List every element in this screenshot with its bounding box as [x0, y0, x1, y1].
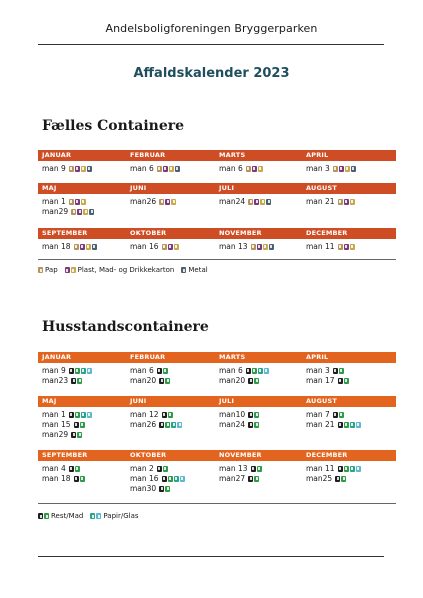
- waste-type-icons: [69, 368, 92, 374]
- plast-icon: [75, 199, 80, 205]
- rest-icon: [254, 476, 259, 482]
- rest-icon: [335, 476, 340, 482]
- rest-icon: [246, 368, 251, 374]
- waste-type-icons: [338, 244, 355, 250]
- waste-type-icons: [157, 368, 168, 374]
- rest-icon: [168, 476, 173, 482]
- pickup-date: man10: [219, 410, 246, 419]
- papir-icon: [350, 422, 355, 428]
- rest-icon: [74, 422, 79, 428]
- rest-icon: [333, 368, 338, 374]
- plast-icon: [344, 244, 349, 250]
- month-band: [38, 352, 396, 363]
- section-title-husstand: Husstandscontainere: [42, 319, 209, 335]
- waste-type-icons: [248, 412, 259, 418]
- month-label-marts: MARTS: [219, 151, 246, 159]
- plast-icon: [350, 199, 355, 205]
- papir-icon: [96, 513, 101, 519]
- rest-icon: [80, 476, 85, 482]
- pap-icon: [38, 267, 43, 273]
- rest-icon: [344, 378, 349, 384]
- pickup-date: man 11: [306, 464, 335, 473]
- pickup-date-row: [306, 366, 344, 376]
- waste-type-icons: [162, 412, 173, 418]
- rest-icon: [75, 466, 80, 472]
- month-label-juli: JULI: [219, 397, 235, 405]
- legend-label: Pap: [45, 266, 58, 274]
- pickup-date: man 18: [42, 242, 71, 251]
- rest-icon: [165, 422, 170, 428]
- pickup-date-row: [306, 410, 344, 420]
- papir-icon: [356, 422, 361, 428]
- pap-icon: [251, 244, 256, 250]
- plast-icon: [252, 166, 257, 172]
- papir-icon: [180, 476, 185, 482]
- pickup-date-row: [219, 420, 259, 430]
- rest-icon: [168, 412, 173, 418]
- pap-icon: [71, 209, 76, 215]
- waste-type-icons: [246, 368, 269, 374]
- papir-icon: [171, 422, 176, 428]
- papir-icon: [350, 466, 355, 472]
- pickup-date: man23: [42, 376, 69, 385]
- pickup-date-row: [219, 164, 263, 174]
- month-label-september: SEPTEMBER: [42, 451, 88, 459]
- plast-icon: [83, 209, 88, 215]
- rest-icon: [165, 378, 170, 384]
- rest-icon: [159, 486, 164, 492]
- pickup-date: man 13: [219, 464, 248, 473]
- month-label-februar: FEBRUAR: [130, 151, 166, 159]
- pickup-date-row: [219, 376, 259, 386]
- pickup-date: man 1: [42, 410, 66, 419]
- month-label-oktober: OKTOBER: [130, 451, 167, 459]
- plast-icon: [163, 166, 168, 172]
- rest-icon: [80, 422, 85, 428]
- rest-icon: [77, 378, 82, 384]
- pickup-date-row: [130, 366, 168, 376]
- month-label-april: APRIL: [306, 353, 329, 361]
- waste-type-icons: [71, 432, 82, 438]
- plast-icon: [171, 199, 176, 205]
- plast-icon: [75, 166, 80, 172]
- pap-icon: [157, 166, 162, 172]
- month-band: [38, 450, 396, 461]
- rest-icon: [69, 412, 74, 418]
- pickup-date-row: [219, 410, 259, 420]
- papir-icon: [258, 368, 263, 374]
- waste-type-icons: [248, 422, 259, 428]
- pickup-date-row: [130, 164, 180, 174]
- month-label-juni: JUNI: [130, 184, 147, 192]
- month-label-januar: JANUAR: [42, 151, 72, 159]
- papir-icon: [264, 368, 269, 374]
- waste-type-icons: [69, 412, 92, 418]
- plast-icon: [263, 244, 268, 250]
- legend-item: [90, 512, 138, 520]
- rest-icon: [159, 378, 164, 384]
- month-band: [38, 183, 396, 194]
- month-label-maj: MAJ: [42, 184, 57, 192]
- month-label-september: SEPTEMBER: [42, 229, 88, 237]
- waste-type-icons: [159, 378, 170, 384]
- plast-icon: [169, 166, 174, 172]
- waste-type-icons: [74, 476, 85, 482]
- pickup-date-row: [42, 420, 85, 430]
- pickup-date-row: [306, 164, 356, 174]
- pickup-date: man 21: [306, 420, 335, 429]
- pickup-date: man 21: [306, 197, 335, 206]
- pickup-date: man 16: [130, 474, 159, 483]
- pickup-date: man24: [219, 197, 246, 206]
- waste-type-icons: [69, 199, 86, 205]
- legend-item: [38, 512, 83, 520]
- waste-type-icons: [248, 476, 259, 482]
- section-title-faelles: Fælles Containere: [42, 118, 185, 134]
- plast-icon: [81, 166, 86, 172]
- waste-type-icons: [333, 368, 344, 374]
- rest-icon: [69, 368, 74, 374]
- legend-label: Plast, Mad- og Drikkekarton: [77, 266, 175, 274]
- metal-icon: [87, 166, 92, 172]
- month-label-marts: MARTS: [219, 353, 246, 361]
- pickup-date-row: [42, 376, 82, 386]
- papir-icon: [81, 368, 86, 374]
- pickup-date-row: [130, 474, 185, 484]
- month-label-august: AUGUST: [306, 184, 338, 192]
- pap-icon: [333, 166, 338, 172]
- metal-icon: [266, 199, 271, 205]
- waste-type-icons: [157, 166, 180, 172]
- pickup-date-row: [219, 197, 271, 207]
- pickup-date-row: [130, 197, 176, 207]
- pickup-date: man25: [306, 474, 333, 483]
- legend-label: Papir/Glas: [103, 512, 139, 520]
- pap-icon: [246, 166, 251, 172]
- rest-icon: [257, 466, 262, 472]
- papir-icon: [174, 476, 179, 482]
- metal-icon: [175, 166, 180, 172]
- papir-icon: [90, 513, 95, 519]
- waste-type-icons: [159, 422, 182, 428]
- waste-type-icons: [74, 244, 97, 250]
- pickup-date-row: [306, 464, 361, 474]
- pickup-date: man 9: [42, 164, 66, 173]
- metal-icon: [89, 209, 94, 215]
- pickup-date: man 6: [219, 366, 243, 375]
- rest-icon: [159, 422, 164, 428]
- pickup-date: man 9: [42, 366, 66, 375]
- rest-icon: [165, 486, 170, 492]
- rest-icon: [344, 422, 349, 428]
- papir-icon: [356, 466, 361, 472]
- rest-icon: [69, 466, 74, 472]
- waste-type-icons: [69, 166, 92, 172]
- rest-icon: [338, 466, 343, 472]
- rest-icon: [162, 476, 167, 482]
- rest-icon: [338, 378, 343, 384]
- waste-type-icons: [248, 378, 259, 384]
- pickup-date: man 1: [42, 197, 66, 206]
- plast-icon: [257, 244, 262, 250]
- rest-icon: [254, 412, 259, 418]
- pickup-date: man26: [130, 197, 157, 206]
- papir-icon: [177, 422, 182, 428]
- association-header: Andelsboligforeningen Bryggerparken: [105, 22, 318, 35]
- pickup-date-row: [42, 474, 85, 484]
- papir-icon: [81, 412, 86, 418]
- rest-icon: [339, 412, 344, 418]
- waste-type-icons: [338, 422, 361, 428]
- rest-icon: [338, 422, 343, 428]
- papir-icon: [87, 368, 92, 374]
- pickup-date-row: [306, 197, 355, 207]
- metal-icon: [351, 166, 356, 172]
- metal-icon: [181, 267, 186, 273]
- metal-icon: [92, 244, 97, 250]
- husstand-legend: [38, 512, 146, 520]
- waste-type-icons: [162, 476, 185, 482]
- waste-type-icons: [333, 412, 344, 418]
- rest-icon: [77, 432, 82, 438]
- waste-type-icons: [69, 466, 80, 472]
- pap-icon: [338, 199, 343, 205]
- faelles-legend-rule: [38, 259, 396, 260]
- pickup-date-row: [42, 242, 97, 252]
- pickup-date: man24: [219, 420, 246, 429]
- waste-type-icons: [248, 199, 271, 205]
- rest-icon: [38, 513, 43, 519]
- pickup-date: man26: [130, 420, 157, 429]
- pickup-date-row: [306, 242, 355, 252]
- pickup-date-row: [219, 366, 269, 376]
- legend-icon: [65, 267, 76, 273]
- month-label-december: DECEMBER: [306, 229, 348, 237]
- pap-icon: [162, 244, 167, 250]
- rest-icon: [248, 412, 253, 418]
- pickup-date: man 3: [306, 366, 330, 375]
- pap-icon: [248, 199, 253, 205]
- pap-icon: [74, 244, 79, 250]
- pickup-date-row: [130, 376, 170, 386]
- pickup-date: man27: [219, 474, 246, 483]
- pickup-date-row: [42, 464, 80, 474]
- pap-icon: [69, 166, 74, 172]
- pickup-date: man29: [42, 207, 69, 216]
- rest-icon: [44, 513, 49, 519]
- pickup-date: man30: [130, 484, 157, 493]
- rest-icon: [74, 476, 79, 482]
- pickup-date-row: [42, 366, 92, 376]
- waste-type-icons: [162, 244, 179, 250]
- metal-icon: [269, 244, 274, 250]
- waste-type-icons: [338, 199, 355, 205]
- month-label-april: APRIL: [306, 151, 329, 159]
- pickup-date: man 12: [130, 410, 159, 419]
- rest-icon: [75, 368, 80, 374]
- pickup-date: man 11: [306, 242, 335, 251]
- month-label-maj: MAJ: [42, 397, 57, 405]
- footer-rule: [38, 556, 384, 557]
- pickup-date: man20: [130, 376, 157, 385]
- header-rule: [38, 44, 384, 45]
- waste-type-icons: [159, 486, 170, 492]
- plast-icon: [344, 199, 349, 205]
- pickup-date-row: [219, 474, 259, 484]
- pickup-date-row: [130, 464, 168, 474]
- month-label-januar: JANUAR: [42, 353, 72, 361]
- month-label-juli: JULI: [219, 184, 235, 192]
- pickup-date: man 6: [130, 366, 154, 375]
- rest-icon: [344, 466, 349, 472]
- waste-type-icons: [338, 466, 361, 472]
- pickup-date: man 3: [306, 164, 330, 173]
- pickup-date: man 2: [130, 464, 154, 473]
- month-label-november: NOVEMBER: [219, 229, 262, 237]
- month-label-juni: JUNI: [130, 397, 147, 405]
- legend-item: [38, 266, 58, 274]
- rest-icon: [163, 466, 168, 472]
- rest-icon: [71, 432, 76, 438]
- rest-icon: [341, 476, 346, 482]
- month-band: [38, 228, 396, 239]
- calendar-title: Affaldskalender 2023: [133, 66, 290, 81]
- plast-icon: [77, 209, 82, 215]
- pickup-date-row: [42, 207, 94, 217]
- pickup-date: man20: [219, 376, 246, 385]
- month-label-februar: FEBRUAR: [130, 353, 166, 361]
- plast-icon: [165, 199, 170, 205]
- plast-icon: [174, 244, 179, 250]
- pickup-date-row: [42, 164, 92, 174]
- plast-icon: [80, 244, 85, 250]
- rest-icon: [71, 378, 76, 384]
- rest-icon: [251, 466, 256, 472]
- pickup-date-row: [306, 376, 349, 386]
- plast-icon: [260, 199, 265, 205]
- plast-icon: [254, 199, 259, 205]
- rest-icon: [157, 368, 162, 374]
- papir-icon: [87, 412, 92, 418]
- rest-icon: [252, 368, 257, 374]
- rest-icon: [248, 378, 253, 384]
- plast-icon: [65, 267, 70, 273]
- waste-type-icons: [159, 199, 176, 205]
- rest-icon: [254, 378, 259, 384]
- pickup-date: man 16: [130, 242, 159, 251]
- pickup-date-row: [42, 430, 82, 440]
- plast-icon: [258, 166, 263, 172]
- pap-icon: [159, 199, 164, 205]
- rest-icon: [75, 412, 80, 418]
- pickup-date-row: [306, 420, 361, 430]
- pickup-date: man 15: [42, 420, 71, 429]
- pickup-date: man29: [42, 430, 69, 439]
- pickup-date: man 17: [306, 376, 335, 385]
- waste-type-icons: [251, 466, 262, 472]
- pickup-date-row: [219, 464, 262, 474]
- waste-type-icons: [74, 422, 85, 428]
- pickup-date-row: [42, 410, 92, 420]
- rest-icon: [157, 466, 162, 472]
- pickup-date: man 18: [42, 474, 71, 483]
- rest-icon: [254, 422, 259, 428]
- month-label-august: AUGUST: [306, 397, 338, 405]
- plast-icon: [81, 199, 86, 205]
- waste-type-icons: [338, 378, 349, 384]
- month-label-oktober: OKTOBER: [130, 229, 167, 237]
- legend-icon: [181, 267, 186, 273]
- plast-icon: [71, 267, 76, 273]
- pickup-date-row: [130, 242, 179, 252]
- husstand-legend-rule: [38, 503, 396, 504]
- plast-icon: [339, 166, 344, 172]
- pickup-date-row: [130, 420, 182, 430]
- waste-type-icons: [335, 476, 346, 482]
- pap-icon: [69, 199, 74, 205]
- rest-icon: [248, 422, 253, 428]
- pap-icon: [338, 244, 343, 250]
- pickup-date: man 6: [130, 164, 154, 173]
- legend-icon: [38, 267, 43, 273]
- pickup-date-row: [219, 242, 274, 252]
- pickup-date: man 13: [219, 242, 248, 251]
- waste-type-icons: [333, 166, 356, 172]
- pickup-date: man 4: [42, 464, 66, 473]
- month-label-december: DECEMBER: [306, 451, 348, 459]
- rest-icon: [162, 412, 167, 418]
- pickup-date-row: [130, 484, 170, 494]
- waste-type-icons: [246, 166, 263, 172]
- month-band: [38, 150, 396, 161]
- plast-icon: [168, 244, 173, 250]
- waste-type-icons: [71, 378, 82, 384]
- waste-type-icons: [157, 466, 168, 472]
- pickup-date-row: [42, 197, 86, 207]
- legend-item: [65, 266, 175, 274]
- pickup-date-row: [130, 410, 173, 420]
- plast-icon: [86, 244, 91, 250]
- faelles-legend: [38, 266, 215, 274]
- waste-type-icons: [71, 209, 94, 215]
- pickup-date-row: [306, 474, 346, 484]
- legend-label: Metal: [188, 266, 208, 274]
- plast-icon: [345, 166, 350, 172]
- month-label-november: NOVEMBER: [219, 451, 262, 459]
- rest-icon: [339, 368, 344, 374]
- plast-icon: [350, 244, 355, 250]
- pickup-date: man 6: [219, 164, 243, 173]
- rest-icon: [163, 368, 168, 374]
- pickup-date: man 7: [306, 410, 330, 419]
- month-band: [38, 396, 396, 407]
- waste-type-icons: [251, 244, 274, 250]
- legend-item: [181, 266, 207, 274]
- rest-icon: [333, 412, 338, 418]
- rest-icon: [248, 476, 253, 482]
- legend-icon: [38, 513, 49, 519]
- legend-label: Rest/Mad: [51, 512, 84, 520]
- legend-icon: [90, 513, 101, 519]
